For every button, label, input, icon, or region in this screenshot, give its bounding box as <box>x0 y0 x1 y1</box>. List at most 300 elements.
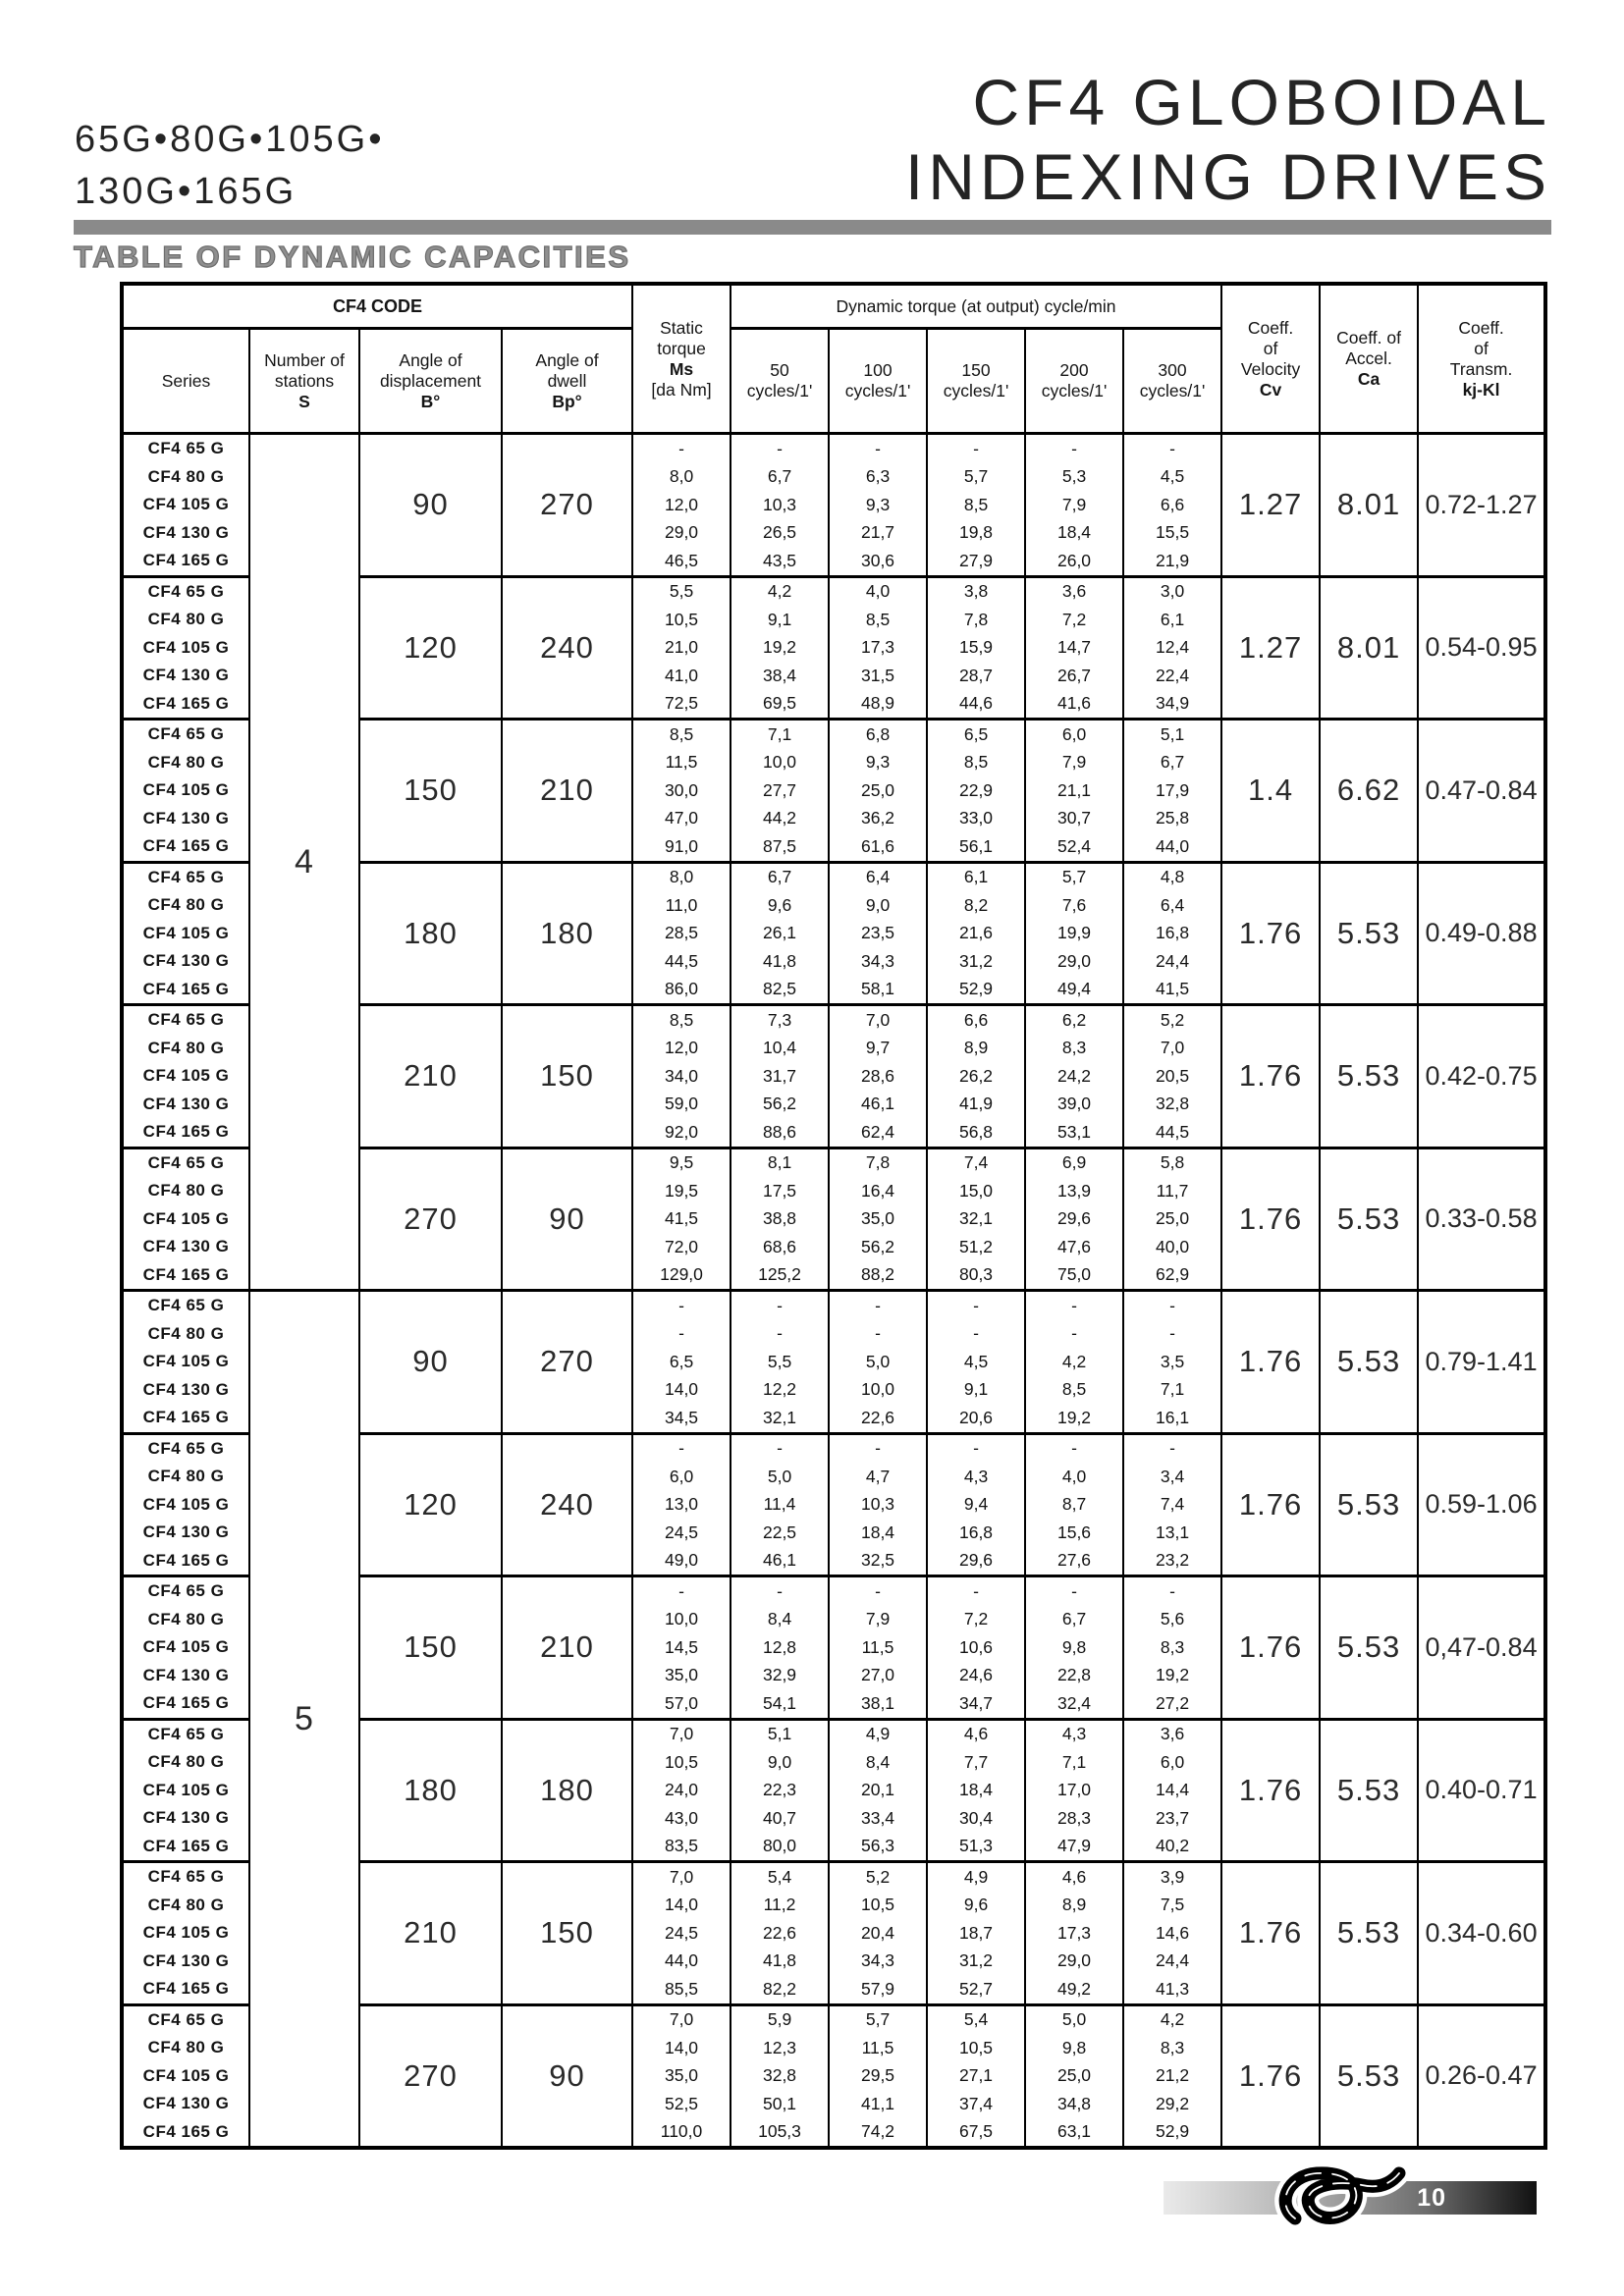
dynamic-torque-cell: 23,7 <box>1123 1804 1221 1833</box>
dynamic-torque-cell: 34,3 <box>829 947 927 976</box>
series-cell: CF4 165 G <box>122 1261 249 1291</box>
dynamic-torque-cell: - <box>1025 1320 1123 1349</box>
dynamic-torque-cell: 7,9 <box>1025 491 1123 519</box>
static-torque-cell: - <box>632 1576 731 1606</box>
static-torque-cell: 129,0 <box>632 1261 731 1291</box>
static-torque-cell: 8,5 <box>632 720 731 749</box>
static-torque-cell: 44,5 <box>632 947 731 976</box>
capacity-table-body <box>122 434 1545 2149</box>
dynamic-torque-cell: 29,6 <box>927 1547 1025 1576</box>
coeff-accel-cell: 5.53 <box>1320 2004 1418 2148</box>
dynamic-torque-cell: 62,9 <box>1123 1261 1221 1291</box>
dynamic-torque-cell: 7,4 <box>1123 1491 1221 1520</box>
series-cell: CF4 105 G <box>122 1062 249 1091</box>
dynamic-torque-cell: 74,2 <box>829 2118 927 2149</box>
dynamic-torque-cell: 4,6 <box>1025 1862 1123 1892</box>
series-cell: CF4 105 G <box>122 920 249 948</box>
dynamic-torque-cell: 9,6 <box>927 1892 1025 1920</box>
dynamic-torque-cell: 32,1 <box>731 1404 829 1433</box>
dynamic-torque-cell: 11,5 <box>829 2034 927 2062</box>
series-cell: CF4 105 G <box>122 1348 249 1376</box>
dynamic-torque-cell: 6,7 <box>731 463 829 492</box>
dynamic-torque-cell: 9,1 <box>927 1376 1025 1405</box>
dynamic-torque-cell: 17,3 <box>1025 1919 1123 1948</box>
dynamic-torque-cell: 6,7 <box>731 862 829 891</box>
coeff-transm-cell: 0.42-0.75 <box>1418 1005 1545 1148</box>
dynamic-torque-cell: 6,1 <box>927 862 1025 891</box>
series-cell: CF4 165 G <box>122 976 249 1005</box>
dynamic-torque-cell: 34,3 <box>829 1948 927 1976</box>
series-cell: CF4 165 G <box>122 1118 249 1148</box>
header-divider-bar <box>74 220 1551 235</box>
displacement-angle-cell: 120 <box>359 576 502 720</box>
dwell-angle-cell: 240 <box>502 1433 632 1576</box>
dynamic-torque-cell: 4,2 <box>1025 1348 1123 1376</box>
dynamic-torque-cell: 41,9 <box>927 1091 1025 1119</box>
dynamic-torque-cell: 32,8 <box>1123 1091 1221 1119</box>
coeff-transm-cell: 0.54-0.95 <box>1418 576 1545 720</box>
dynamic-torque-cell: 19,2 <box>731 634 829 663</box>
dynamic-torque-cell: 8,5 <box>927 749 1025 777</box>
dynamic-torque-cell: 48,9 <box>829 690 927 720</box>
dynamic-torque-cell: 38,1 <box>829 1689 927 1719</box>
dynamic-torque-cell: 12,8 <box>731 1633 829 1662</box>
static-torque-cell: 11,0 <box>632 891 731 920</box>
static-torque-cell: 10,0 <box>632 1606 731 1634</box>
dynamic-torque-cell: - <box>1025 1433 1123 1463</box>
static-torque-cell: 34,0 <box>632 1062 731 1091</box>
series-cell: CF4 65 G <box>122 862 249 891</box>
dynamic-torque-cell: 8,5 <box>1025 1376 1123 1405</box>
dynamic-torque-cell: 3,5 <box>1123 1348 1221 1376</box>
dynamic-torque-cell: 9,7 <box>829 1035 927 1063</box>
series-cell: CF4 65 G <box>122 576 249 606</box>
displacement-angle-cell: 210 <box>359 1005 502 1148</box>
displacement-angle-cell: 90 <box>359 1291 502 1434</box>
dynamic-torque-cell: 19,2 <box>1025 1404 1123 1433</box>
dynamic-torque-cell: 5,7 <box>1025 862 1123 891</box>
dynamic-torque-cell: 26,7 <box>1025 662 1123 690</box>
coeff-transm-cell: 0.79-1.41 <box>1418 1291 1545 1434</box>
series-cell: CF4 105 G <box>122 491 249 519</box>
series-cell: CF4 165 G <box>122 832 249 862</box>
dynamic-torque-cell: 30,7 <box>1025 805 1123 833</box>
dynamic-torque-cell: - <box>731 1320 829 1349</box>
dynamic-torque-cell: 19,2 <box>1123 1662 1221 1690</box>
col-header-displacement: Angle of displacement B° <box>359 329 502 434</box>
dynamic-torque-cell: 6,4 <box>1123 891 1221 920</box>
series-cell: CF4 130 G <box>122 1519 249 1547</box>
static-torque-cell: 5,5 <box>632 576 731 606</box>
dynamic-torque-cell: 4,0 <box>1025 1463 1123 1491</box>
section-title: TABLE OF DYNAMIC CAPACITIES <box>74 240 631 274</box>
dynamic-torque-cell: 8,3 <box>1123 1633 1221 1662</box>
dynamic-torque-cell: 9,8 <box>1025 1633 1123 1662</box>
dynamic-torque-cell: 8,3 <box>1123 2034 1221 2062</box>
table-header <box>122 284 1545 434</box>
coeff-transm-cell: 0.72-1.27 <box>1418 434 1545 577</box>
dynamic-torque-cell: 27,0 <box>829 1662 927 1690</box>
coeff-velocity-cell: 1.76 <box>1221 1433 1320 1576</box>
dynamic-torque-cell: 9,3 <box>829 749 927 777</box>
coeff-transm-cell: 0.40-0.71 <box>1418 1719 1545 1862</box>
displacement-angle-cell: 150 <box>359 720 502 863</box>
dynamic-torque-cell: 11,4 <box>731 1491 829 1520</box>
dynamic-torque-cell: 88,6 <box>731 1118 829 1148</box>
dynamic-torque-cell: 5,5 <box>731 1348 829 1376</box>
coeff-velocity-cell: 1.76 <box>1221 1291 1320 1434</box>
coeff-transm-cell: 0.26-0.47 <box>1418 2004 1545 2148</box>
static-torque-cell: 13,0 <box>632 1491 731 1520</box>
dynamic-torque-cell: 40,0 <box>1123 1233 1221 1261</box>
dynamic-torque-cell: 11,7 <box>1123 1177 1221 1205</box>
series-cell: CF4 105 G <box>122 1919 249 1948</box>
dynamic-torque-cell: 5,4 <box>927 2004 1025 2034</box>
dynamic-torque-cell: 18,4 <box>829 1519 927 1547</box>
dynamic-torque-cell: - <box>829 1320 927 1349</box>
coeff-velocity-cell: 1.4 <box>1221 720 1320 863</box>
dynamic-torque-cell: 3,4 <box>1123 1463 1221 1491</box>
dynamic-torque-cell: 25,8 <box>1123 805 1221 833</box>
dynamic-torque-cell: - <box>927 1576 1025 1606</box>
coeff-velocity-cell: 1.76 <box>1221 1862 1320 2005</box>
static-torque-cell: 14,0 <box>632 1376 731 1405</box>
dwell-angle-cell: 180 <box>502 1719 632 1862</box>
dynamic-torque-cell: 10,3 <box>731 491 829 519</box>
dynamic-torque-cell: 25,0 <box>829 776 927 805</box>
series-cell: CF4 130 G <box>122 2090 249 2118</box>
col-group-cf4-code: CF4 CODE <box>122 284 632 329</box>
page-number: 10 <box>1417 2184 1446 2212</box>
dynamic-torque-cell: - <box>1025 1576 1123 1606</box>
dynamic-torque-cell: 18,7 <box>927 1919 1025 1948</box>
dynamic-torque-cell: 9,0 <box>731 1748 829 1777</box>
series-cell: CF4 165 G <box>122 690 249 720</box>
dynamic-torque-cell: 5,1 <box>731 1719 829 1748</box>
coeff-velocity-cell: 1.27 <box>1221 576 1320 720</box>
dynamic-torque-cell: 10,0 <box>731 749 829 777</box>
static-torque-cell: 7,0 <box>632 1719 731 1748</box>
dynamic-torque-cell: 37,4 <box>927 2090 1025 2118</box>
dynamic-torque-cell: 44,0 <box>1123 832 1221 862</box>
dynamic-torque-cell: 26,2 <box>927 1062 1025 1091</box>
dynamic-torque-cell: 14,6 <box>1123 1919 1221 1948</box>
static-torque-cell: 19,5 <box>632 1177 731 1205</box>
dynamic-torque-cell: 41,1 <box>829 2090 927 2118</box>
dynamic-torque-cell: - <box>927 1433 1025 1463</box>
dynamic-torque-cell: 4,8 <box>1123 862 1221 891</box>
static-torque-cell: 46,5 <box>632 547 731 576</box>
dynamic-torque-cell: 6,0 <box>1123 1748 1221 1777</box>
dynamic-torque-cell: 39,0 <box>1025 1091 1123 1119</box>
dynamic-torque-cell: 4,3 <box>1025 1719 1123 1748</box>
dynamic-torque-cell: 5,0 <box>731 1463 829 1491</box>
dynamic-torque-cell: 87,5 <box>731 832 829 862</box>
coeff-velocity-cell: 1.27 <box>1221 434 1320 577</box>
dynamic-torque-cell: 14,4 <box>1123 1777 1221 1805</box>
dynamic-torque-cell: 7,9 <box>829 1606 927 1634</box>
series-cell: CF4 130 G <box>122 519 249 548</box>
dwell-angle-cell: 270 <box>502 434 632 577</box>
static-torque-cell: 8,5 <box>632 1005 731 1035</box>
dynamic-torque-cell: 4,5 <box>1123 463 1221 492</box>
dynamic-torque-cell: 17,0 <box>1025 1777 1123 1805</box>
dynamic-torque-cell: 10,0 <box>829 1376 927 1405</box>
static-torque-cell: 29,0 <box>632 519 731 548</box>
dynamic-torque-cell: 24,4 <box>1123 1948 1221 1976</box>
dynamic-torque-cell: 16,4 <box>829 1177 927 1205</box>
series-cell: CF4 65 G <box>122 720 249 749</box>
dynamic-torque-cell: - <box>927 1320 1025 1349</box>
dynamic-torque-cell: 40,2 <box>1123 1833 1221 1862</box>
series-cell: CF4 65 G <box>122 1005 249 1035</box>
static-torque-cell: 21,0 <box>632 634 731 663</box>
dynamic-torque-cell: 20,4 <box>829 1919 927 1948</box>
dynamic-torque-cell: 125,2 <box>731 1261 829 1291</box>
series-cell: CF4 130 G <box>122 947 249 976</box>
dynamic-torque-cell: 27,9 <box>927 547 1025 576</box>
series-cell: CF4 105 G <box>122 2062 249 2091</box>
dwell-angle-cell: 150 <box>502 1005 632 1148</box>
dynamic-torque-cell: 52,9 <box>927 976 1025 1005</box>
coeff-accel-cell: 5.53 <box>1320 862 1418 1005</box>
displacement-angle-cell: 210 <box>359 1862 502 2005</box>
dynamic-torque-cell: 4,2 <box>1123 2004 1221 2034</box>
series-cell: CF4 130 G <box>122 1233 249 1261</box>
coeff-velocity-cell: 1.76 <box>1221 1719 1320 1862</box>
dynamic-torque-cell: 80,0 <box>731 1833 829 1862</box>
dynamic-torque-cell: 13,9 <box>1025 1177 1123 1205</box>
stations-cell: 5 <box>249 1291 359 2149</box>
static-torque-cell: 72,0 <box>632 1233 731 1261</box>
col-header-cycles-300: 300 cycles/1' <box>1123 329 1221 434</box>
series-cell: CF4 105 G <box>122 1633 249 1662</box>
dynamic-torque-cell: 30,6 <box>829 547 927 576</box>
dynamic-torque-cell: 24,6 <box>927 1662 1025 1690</box>
dynamic-torque-cell: 5,1 <box>1123 720 1221 749</box>
dynamic-torque-cell: - <box>1123 1576 1221 1606</box>
dynamic-torque-cell: 7,1 <box>1123 1376 1221 1405</box>
displacement-angle-cell: 150 <box>359 1576 502 1720</box>
dynamic-torque-cell: 6,8 <box>829 720 927 749</box>
dynamic-torque-cell: 28,3 <box>1025 1804 1123 1833</box>
stations-cell: 4 <box>249 434 359 1291</box>
dynamic-torque-cell: 4,2 <box>731 576 829 606</box>
dynamic-torque-cell: 6,9 <box>1025 1148 1123 1177</box>
series-cell: CF4 130 G <box>122 1804 249 1833</box>
coeff-velocity-cell: 1.76 <box>1221 2004 1320 2148</box>
static-torque-cell: 47,0 <box>632 805 731 833</box>
dynamic-torque-cell: 29,0 <box>1025 947 1123 976</box>
dynamic-torque-cell: 31,5 <box>829 662 927 690</box>
dynamic-torque-cell: 8,1 <box>731 1148 829 1177</box>
dynamic-torque-cell: - <box>731 434 829 463</box>
dynamic-torque-cell: 105,3 <box>731 2118 829 2149</box>
dynamic-torque-cell: 23,5 <box>829 920 927 948</box>
dynamic-torque-cell: 49,4 <box>1025 976 1123 1005</box>
table-row <box>122 434 1545 463</box>
static-torque-cell: 24,5 <box>632 1919 731 1948</box>
dynamic-torque-cell: - <box>1123 1433 1221 1463</box>
dynamic-torque-cell: 68,6 <box>731 1233 829 1261</box>
static-torque-cell: 52,5 <box>632 2090 731 2118</box>
displacement-angle-cell: 180 <box>359 862 502 1005</box>
page-title-line2: INDEXING DRIVES <box>904 140 1551 213</box>
dynamic-torque-cell: 4,6 <box>927 1719 1025 1748</box>
series-cell: CF4 130 G <box>122 662 249 690</box>
dynamic-torque-cell: 11,2 <box>731 1892 829 1920</box>
dynamic-torque-cell: 28,6 <box>829 1062 927 1091</box>
dynamic-torque-cell: 5,9 <box>731 2004 829 2034</box>
dynamic-torque-cell: 41,3 <box>1123 1975 1221 2004</box>
dynamic-torque-cell: 9,1 <box>731 606 829 634</box>
dynamic-torque-cell: 18,4 <box>927 1777 1025 1805</box>
dynamic-torque-cell: 20,6 <box>927 1404 1025 1433</box>
series-cell: CF4 65 G <box>122 434 249 463</box>
dwell-angle-cell: 210 <box>502 720 632 863</box>
dwell-angle-cell: 180 <box>502 862 632 1005</box>
dynamic-torque-cell: 29,0 <box>1025 1948 1123 1976</box>
static-torque-cell: 14,0 <box>632 1892 731 1920</box>
dynamic-torque-cell: 7,2 <box>927 1606 1025 1634</box>
static-torque-cell: - <box>632 1433 731 1463</box>
displacement-angle-cell: 90 <box>359 434 502 577</box>
dynamic-torque-cell: 52,9 <box>1123 2118 1221 2149</box>
static-torque-cell: 6,5 <box>632 1348 731 1376</box>
series-cell: CF4 80 G <box>122 1748 249 1777</box>
static-torque-cell: 24,5 <box>632 1519 731 1547</box>
dwell-angle-cell: 150 <box>502 1862 632 2005</box>
dynamic-torque-cell: 32,8 <box>731 2062 829 2091</box>
dynamic-torque-cell: 22,6 <box>829 1404 927 1433</box>
series-cell: CF4 80 G <box>122 891 249 920</box>
dynamic-torque-cell: 8,5 <box>927 491 1025 519</box>
dynamic-torque-cell: 51,3 <box>927 1833 1025 1862</box>
dynamic-torque-cell: 10,6 <box>927 1633 1025 1662</box>
dynamic-torque-cell: - <box>731 1291 829 1320</box>
dynamic-torque-cell: 34,9 <box>1123 690 1221 720</box>
dynamic-torque-cell: 56,2 <box>731 1091 829 1119</box>
dynamic-torque-cell: 7,1 <box>731 720 829 749</box>
dynamic-torque-cell: 10,4 <box>731 1035 829 1063</box>
series-cell: CF4 105 G <box>122 776 249 805</box>
dynamic-torque-cell: 40,7 <box>731 1804 829 1833</box>
coeff-transm-cell: 0.33-0.58 <box>1418 1148 1545 1291</box>
coeff-velocity-cell: 1.76 <box>1221 1005 1320 1148</box>
static-torque-cell: 10,5 <box>632 1748 731 1777</box>
coeff-transm-cell: 0.34-0.60 <box>1418 1862 1545 2005</box>
dynamic-torque-cell: 50,1 <box>731 2090 829 2118</box>
dynamic-torque-cell: 5,3 <box>1025 463 1123 492</box>
static-torque-cell: 8,0 <box>632 463 731 492</box>
dynamic-torque-cell: 46,1 <box>731 1547 829 1576</box>
dynamic-torque-cell: 22,6 <box>731 1919 829 1948</box>
static-torque-cell: 9,5 <box>632 1148 731 1177</box>
dynamic-torque-cell: 10,5 <box>927 2034 1025 2062</box>
dynamic-torque-cell: 28,7 <box>927 662 1025 690</box>
dynamic-torque-cell: 22,3 <box>731 1777 829 1805</box>
dynamic-torque-cell: 8,4 <box>731 1606 829 1634</box>
col-header-coeff-accel: Coeff. of Accel. Ca <box>1320 284 1418 434</box>
dwell-angle-cell: 210 <box>502 1576 632 1720</box>
series-cell: CF4 105 G <box>122 1777 249 1805</box>
dynamic-torque-cell: 9,3 <box>829 491 927 519</box>
dynamic-torque-cell: 5,4 <box>731 1862 829 1892</box>
series-cell: CF4 80 G <box>122 2034 249 2062</box>
dynamic-torque-cell: 56,8 <box>927 1118 1025 1148</box>
dynamic-torque-cell: 31,2 <box>927 1948 1025 1976</box>
dynamic-torque-cell: 57,9 <box>829 1975 927 2004</box>
page-title <box>905 65 1551 214</box>
dynamic-torque-cell: 62,4 <box>829 1118 927 1148</box>
dynamic-torque-cell: 29,5 <box>829 2062 927 2091</box>
dynamic-torque-cell: 25,0 <box>1025 2062 1123 2091</box>
dynamic-torque-cell: 8,9 <box>1025 1892 1123 1920</box>
dynamic-torque-cell: 31,2 <box>927 947 1025 976</box>
dynamic-torque-cell: 21,9 <box>1123 547 1221 576</box>
coeff-velocity-cell: 1.76 <box>1221 1576 1320 1720</box>
dynamic-torque-cell: 17,5 <box>731 1177 829 1205</box>
dynamic-torque-cell: 8,4 <box>829 1748 927 1777</box>
dwell-angle-cell: 90 <box>502 1148 632 1291</box>
dynamic-torque-cell: 53,1 <box>1025 1118 1123 1148</box>
dynamic-torque-cell: - <box>829 1291 927 1320</box>
dynamic-torque-cell: 56,2 <box>829 1233 927 1261</box>
series-cell: CF4 165 G <box>122 1689 249 1719</box>
dynamic-torque-cell: 6,7 <box>1025 1606 1123 1634</box>
dynamic-torque-cell: 7,5 <box>1123 1892 1221 1920</box>
static-torque-cell: 43,0 <box>632 1804 731 1833</box>
dynamic-torque-cell: 25,0 <box>1123 1205 1221 1234</box>
dynamic-torque-cell: 27,2 <box>1123 1689 1221 1719</box>
series-cell: CF4 130 G <box>122 1091 249 1119</box>
dynamic-torque-cell: 34,7 <box>927 1689 1025 1719</box>
dynamic-torque-cell: 52,7 <box>927 1975 1025 2004</box>
static-torque-cell: 35,0 <box>632 1662 731 1690</box>
series-cell: CF4 80 G <box>122 463 249 492</box>
dynamic-torque-cell: 15,0 <box>927 1177 1025 1205</box>
dynamic-torque-cell: 21,6 <box>927 920 1025 948</box>
col-header-coeff-velocity: Coeff. of Velocity Cv <box>1221 284 1320 434</box>
dynamic-torque-cell: 27,1 <box>927 2062 1025 2091</box>
dynamic-torque-cell: 22,5 <box>731 1519 829 1547</box>
dynamic-torque-cell: 16,8 <box>1123 920 1221 948</box>
dynamic-torque-cell: 33,4 <box>829 1804 927 1833</box>
series-cell: CF4 130 G <box>122 1662 249 1690</box>
dynamic-torque-cell: 32,1 <box>927 1205 1025 1234</box>
series-cell: CF4 165 G <box>122 1404 249 1433</box>
series-cell: CF4 65 G <box>122 1576 249 1606</box>
dynamic-torque-cell: - <box>731 1433 829 1463</box>
series-cell: CF4 130 G <box>122 1376 249 1405</box>
series-cell: CF4 80 G <box>122 1606 249 1634</box>
dynamic-torque-cell: - <box>927 1291 1025 1320</box>
dynamic-torque-cell: 4,5 <box>927 1348 1025 1376</box>
static-torque-cell: 83,5 <box>632 1833 731 1862</box>
dynamic-torque-cell: 12,4 <box>1123 634 1221 663</box>
dynamic-torque-cell: 10,5 <box>829 1892 927 1920</box>
static-torque-cell: 14,5 <box>632 1633 731 1662</box>
brand-knot-logo-icon <box>1272 2154 1409 2238</box>
static-torque-cell: 86,0 <box>632 976 731 1005</box>
dynamic-torque-cell: 20,5 <box>1123 1062 1221 1091</box>
dynamic-torque-cell: - <box>1123 434 1221 463</box>
dynamic-torque-cell: 16,8 <box>927 1519 1025 1547</box>
static-torque-cell: 41,5 <box>632 1205 731 1234</box>
coeff-accel-cell: 5.53 <box>1320 1576 1418 1720</box>
dynamic-torque-cell: 7,8 <box>927 606 1025 634</box>
dynamic-torque-cell: 75,0 <box>1025 1261 1123 1291</box>
